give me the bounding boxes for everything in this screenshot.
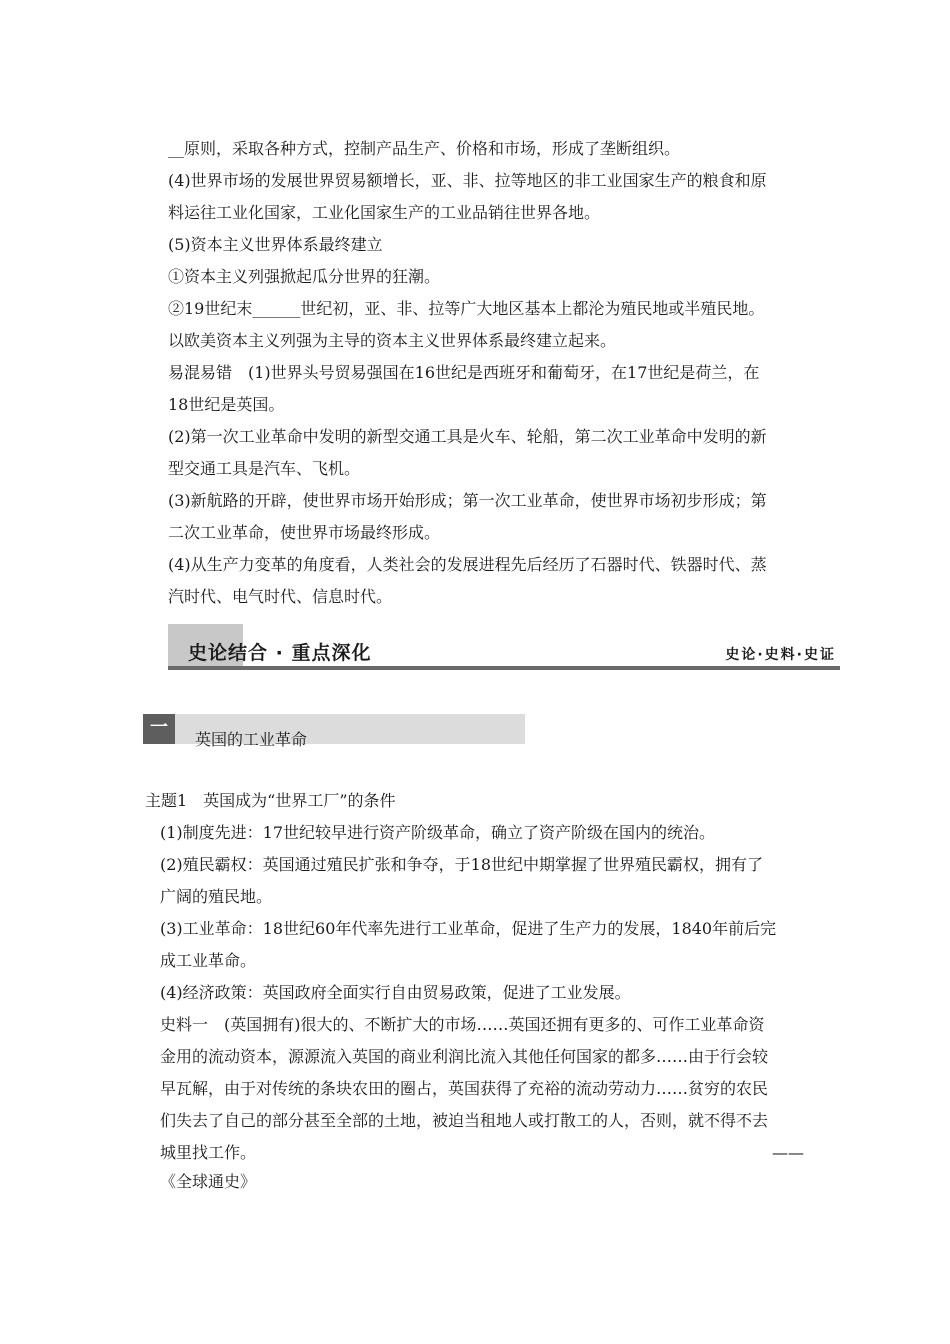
review-line: (2)第一次工业革命中发明的新型交通工具是火车、轮船，第二次工业革命中发明的新: [168, 427, 767, 446]
review-line: 料运往工业化国家，工业化国家生产的工业品销往世界各地。: [168, 203, 601, 222]
review-line: (4)从生产力变革的角度看，人类社会的发展进程先后经历了石器时代、铁器时代、蒸: [168, 555, 767, 574]
banner-title: 史论结合 · 重点深化: [188, 642, 372, 664]
review-line: ②19世纪末______世纪初，亚、非、拉等广大地区基本上都沦为殖民地或半殖民地。: [168, 299, 765, 318]
topic-line: (4)经济政策：英国政府全面实行自由贸易政策，促进了工业发展。: [160, 983, 631, 1002]
citation-source: 《全球通史》: [160, 1172, 257, 1191]
review-line: ①资本主义列强掀起瓜分世界的狂潮。: [168, 267, 441, 286]
review-line: 以欧美资本主义列强为主导的资本主义世界体系最终建立起来。: [168, 331, 617, 350]
review-line: 18世纪是英国。: [168, 395, 285, 414]
topic-line: 史料一 (英国拥有)很大的、不断扩大的市场……英国还拥有更多的、可作工业革命资: [160, 1015, 765, 1034]
topic-line: 金用的流动资本，源源流入英国的商业利润比流入其他任何国家的都多……由于行会较: [160, 1047, 769, 1066]
section-number: 一: [143, 714, 175, 744]
review-line: 型交通工具是汽车、飞机。: [168, 459, 361, 478]
review-line: (3)新航路的开辟，使世界市场开始形成；第一次工业革命，使世界市场初步形成；第: [168, 491, 767, 510]
review-line: (5)资本主义世界体系最终建立: [168, 235, 383, 254]
section-heading: [143, 714, 525, 749]
review-line: __原则，采取各种方式，控制产品生产、价格和市场，形成了垄断组织。: [168, 139, 681, 158]
review-line: (4)世界市场的发展世界贸易额增长，亚、非、拉等地区的非工业国家生产的粮食和原: [168, 171, 767, 190]
section-label: 英国的工业革命: [195, 730, 308, 749]
topic-line: 城里找工作。: [160, 1143, 257, 1162]
review-line: 易混易错 (1)世界头号贸易强国在16世纪是西班牙和葡萄牙，在17世纪是荷兰，在: [168, 363, 760, 382]
topic-line: (3)工业革命：18世纪60年代率先进行工业革命，促进了生产力的发展，1840年前后完: [160, 919, 777, 938]
topic-title: 主题1 英国成为“世界工厂”的条件: [145, 791, 396, 810]
banner-subtitle: 史论·史料·史证: [725, 647, 836, 663]
topic-line: 们失去了自己的部分甚至全部的土地，被迫当租地人或打散工的人，否则，就不得不去: [160, 1111, 769, 1130]
topic-line: 广阔的殖民地。: [160, 887, 273, 906]
review-line: 汽时代、电气时代、信息时代。: [168, 587, 393, 606]
topic-line: 成工业革命。: [160, 951, 257, 970]
section-banner: [168, 622, 840, 670]
review-line: 二次工业革命，使世界市场最终形成。: [168, 523, 441, 542]
banner-rule: [168, 666, 840, 670]
topic-line: 早瓦解，由于对传统的条块农田的圈占，英国获得了充裕的流动劳动力……贫穷的农民: [160, 1079, 769, 1098]
citation-dash: ——: [772, 1143, 804, 1162]
topic-line: (1)制度先进：17世纪较早进行资产阶级革命，确立了资产阶级在国内的统治。: [160, 823, 716, 842]
topic-line: (2)殖民霸权：英国通过殖民扩张和争夺，于18世纪中期掌握了世界殖民霸权，拥有了: [160, 855, 764, 874]
